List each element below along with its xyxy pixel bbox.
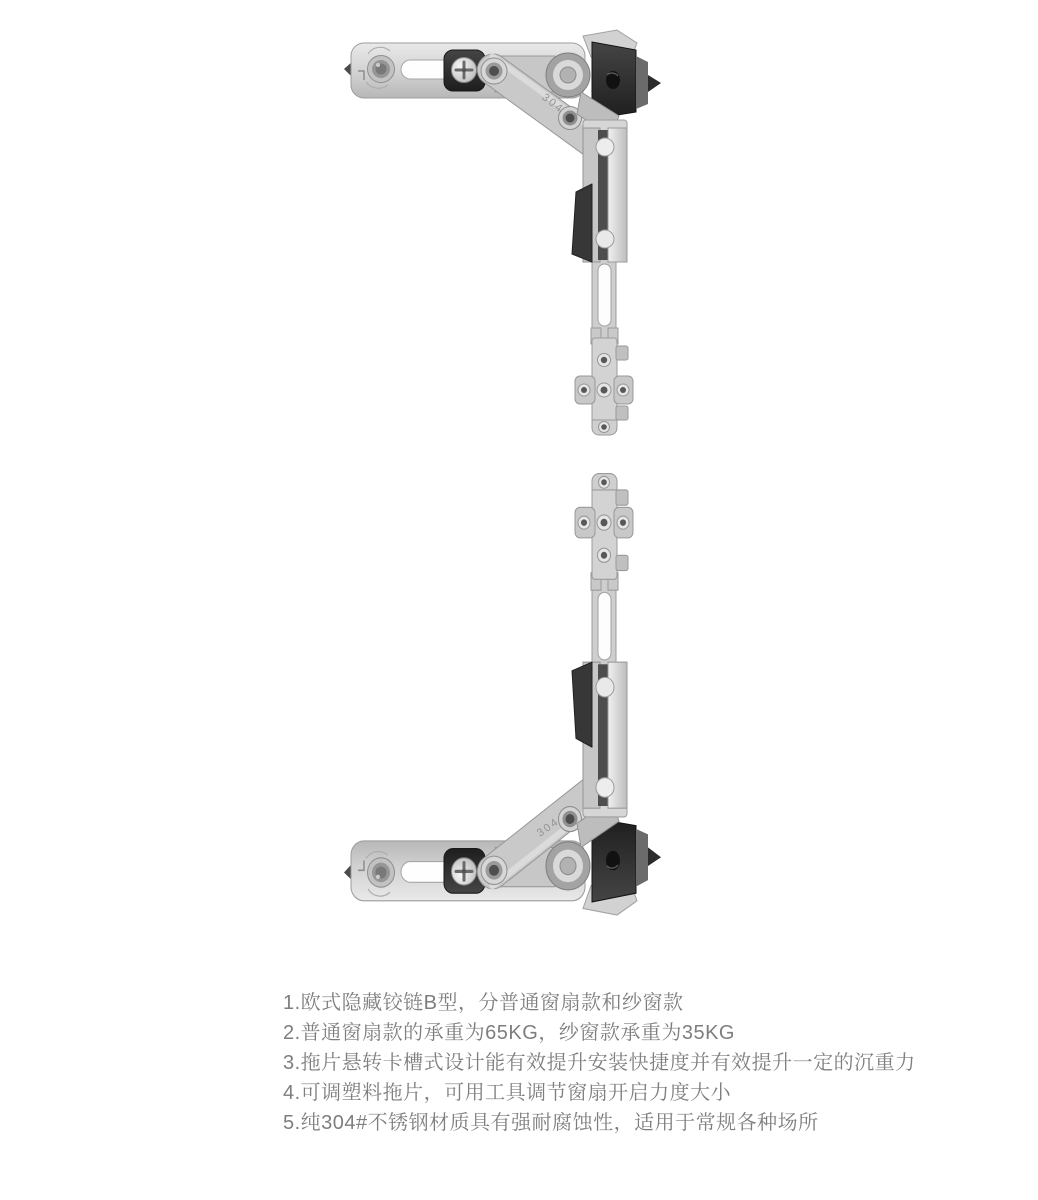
stamp-304: 304 <box>534 815 562 840</box>
product-photo-hinge-top <box>344 30 661 435</box>
feature-item-2: 2.普通窗扇款的承重为65KG，纱窗款承重为35KG <box>283 1022 735 1044</box>
feature-item-3: 3.拖片悬转卡槽式设计能有效提升安装快捷度并有效提升一定的沉重力 <box>283 1052 916 1074</box>
stamp-304: 304 <box>539 91 567 116</box>
product-photo-hinge-bottom <box>344 474 661 915</box>
feature-list <box>283 988 916 1138</box>
feature-item-1: 1.欧式隐藏铰链B型，分普通窗扇款和纱窗款 <box>283 992 684 1014</box>
feature-item-4: 4.可调塑料拖片，可用工具调节窗扇开启力度大小 <box>283 1082 732 1104</box>
feature-item-5: 5.纯304#不锈钢材质具有强耐腐蚀性，适用于常规各种场所 <box>283 1112 819 1134</box>
